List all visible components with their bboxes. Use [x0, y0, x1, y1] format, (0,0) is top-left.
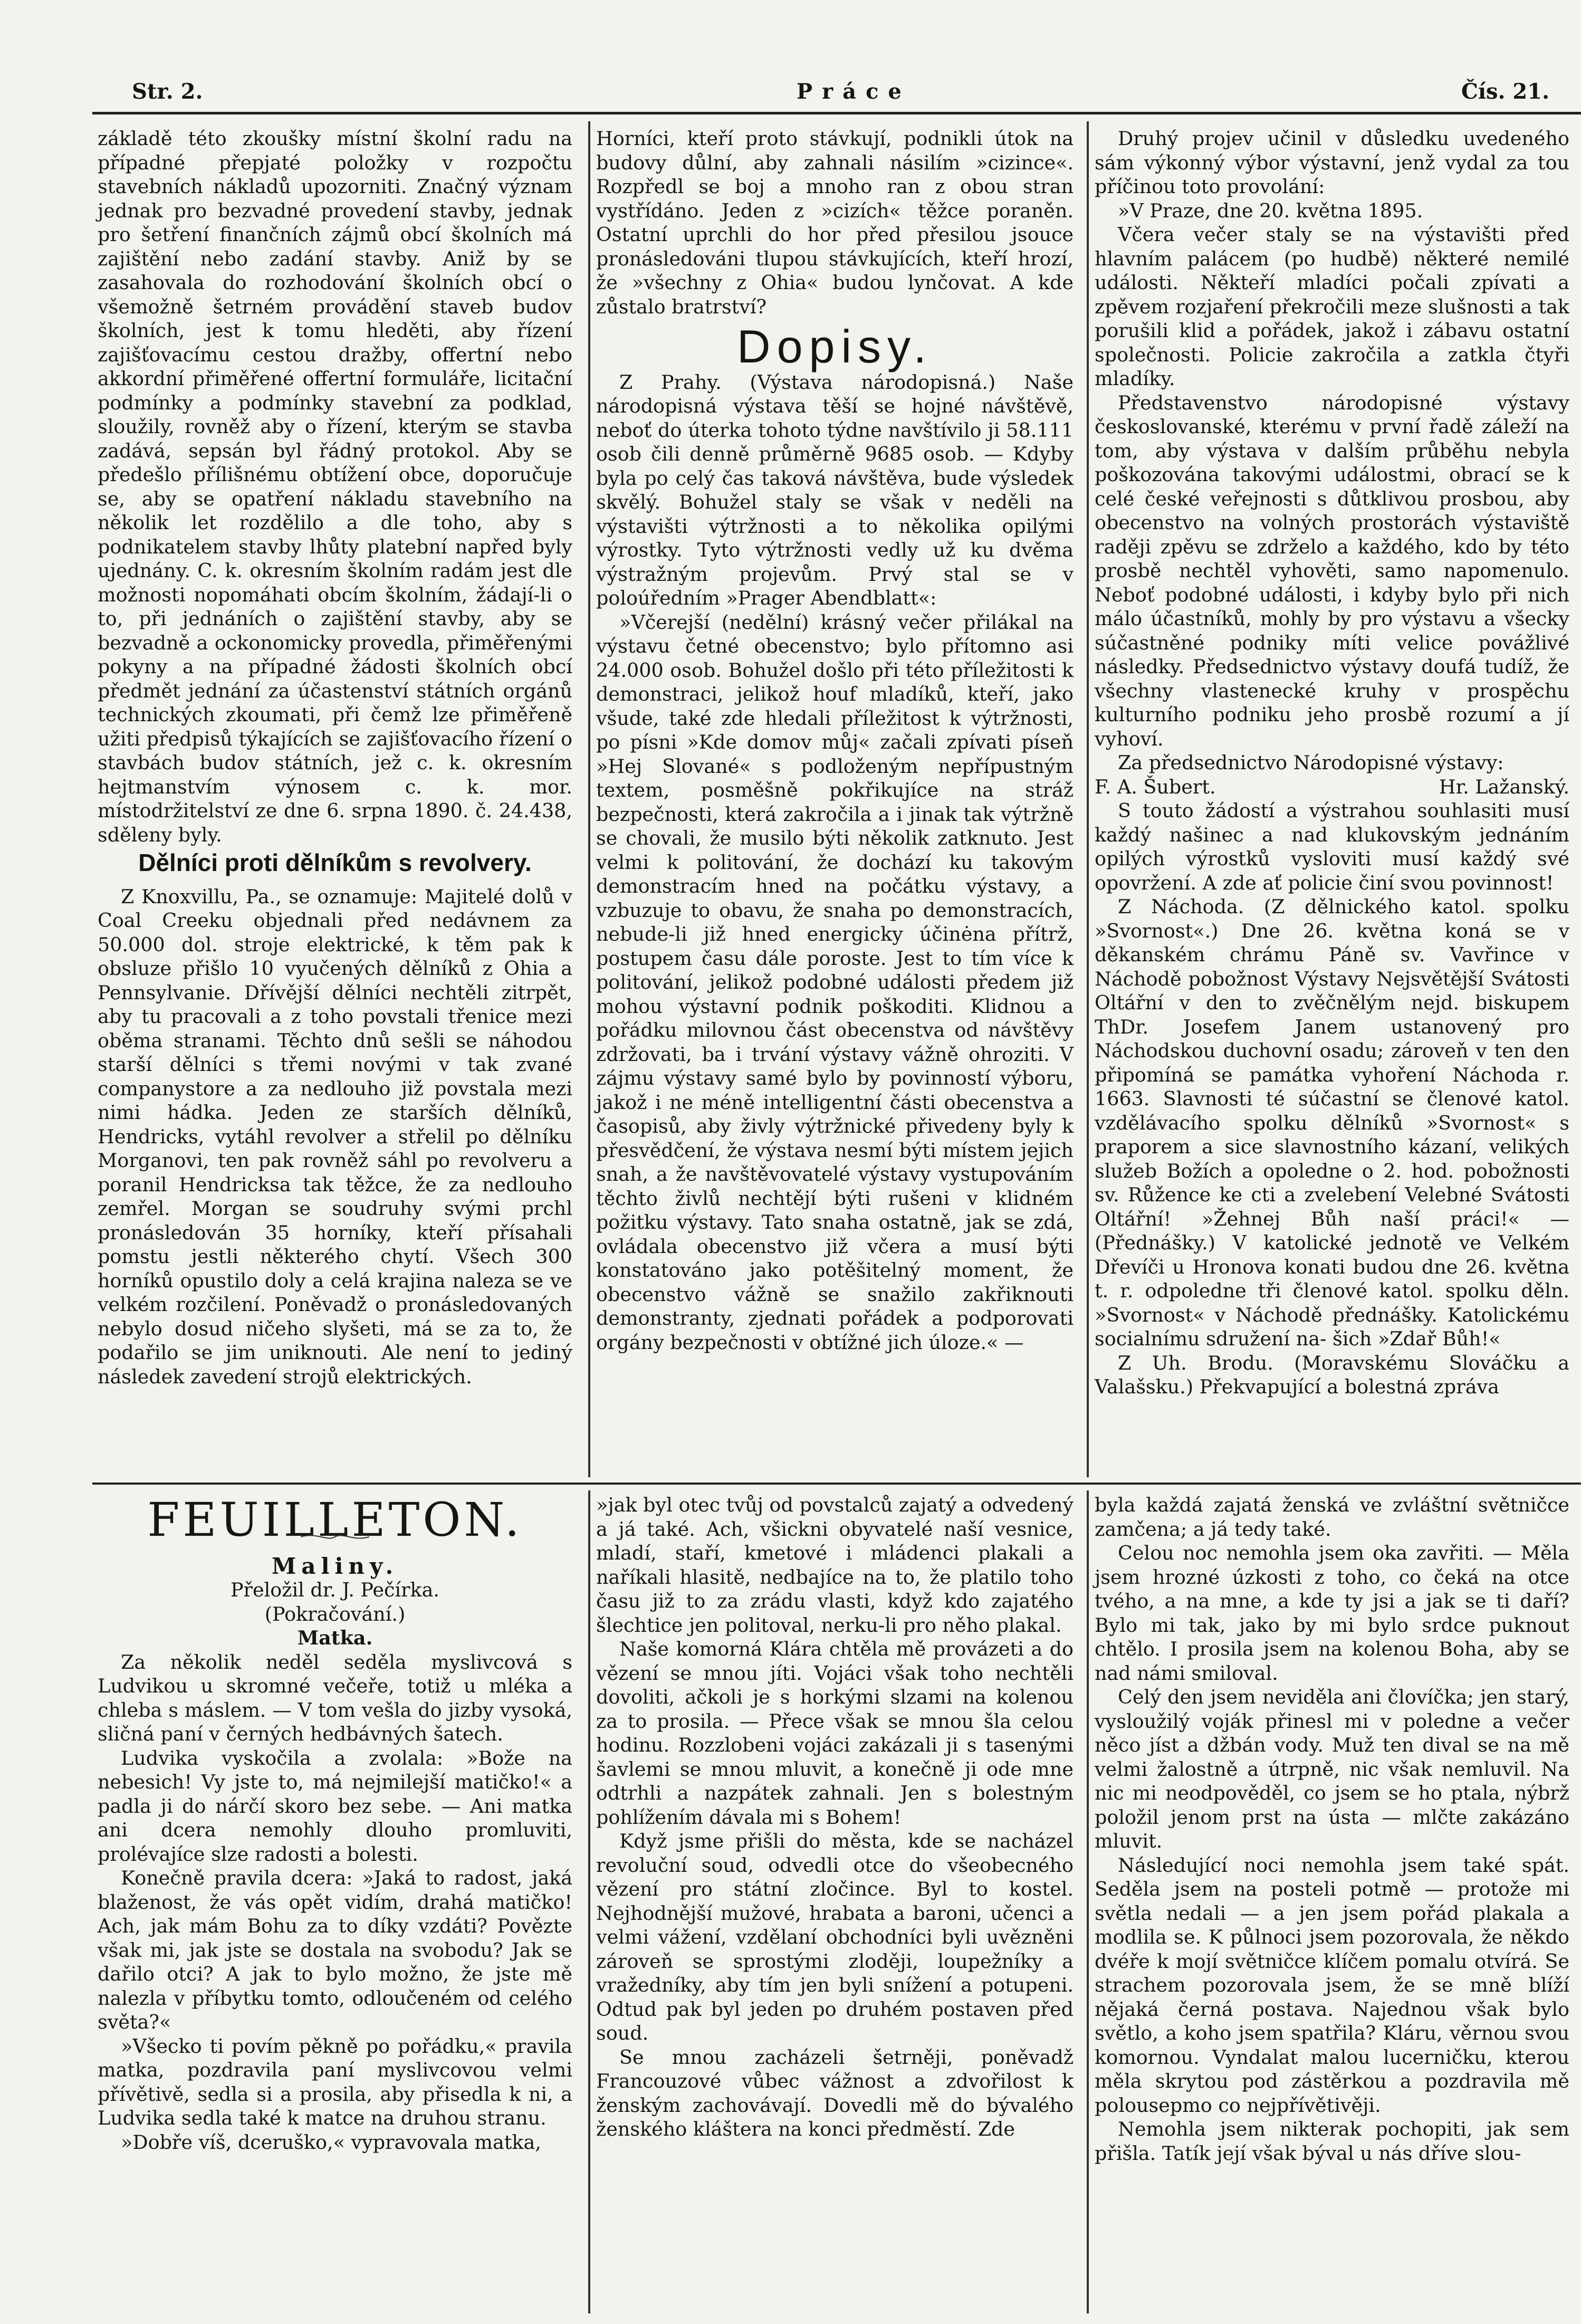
signatures [1095, 775, 1569, 799]
miners-text: Horníci, kteří proto stávkují, podnikli útok na budovy důlní, aby zahnali násilím »cizince«. Rozpředl se boj a mnoho ran z obou stran vystřídáno. Jeden z »cizích« těžce poraněn. Ostatní uprchli do hor před přesilou jsouce pronásledováni tlupou stávkujících, kteří hrozí, že »všechny z Ohia« budou lynčovat. A kde zůstalo bratrství? [596, 127, 1074, 318]
board-appeal-text: Představenstvo národopisné výstavy českoslovanské, kterému v první řadě záleží na tom, aby výstava v dalším průběhu nebyla poškozována takovými událostmi, obrací se k celé české veřejnosti s důtklivou prosbou, aby obecenstvo na volných prostorách výstaviště raději zpěvu se zdrželo a každého, kdo by této prosbě nechtěl vyhověti, samo napomenulo. Neboť podobné události, i kdyby bylo při nich málo účastníků, mohly by pro výstavu a všecky súčastněné podniky míti velice povážlivé následky. Předsednictvo výstavy doufá tudíž, že všechny vlastenecké kruhy v prospěchu kulturního podniku jeho prosbě rozumí a jí vyhoví. [1095, 391, 1569, 750]
translator-credit: Přeložil dr. J. Pečírka. [230, 1579, 439, 1601]
feuilleton-heading: FEUILLETON. [147, 1493, 523, 1547]
knoxville-text: Z Knoxvillu, Pa., se oznamuje: Majitelé dolů v Coal Creeku objednali před nedávnem za 50.000 dol. stroje elektrické, k těm pak k obsluze přišlo 10 vyučených dělníků z Ohia a Pennsylvanie. Dřívější dělníci nechtěli zitrpět, aby tu pracovali a z toho povstali třenice mezi oběma stranami. Těchto dnů sešli se náhodou starší dělníci s třemi novými v tak zvané companystore a za nedlouho již povstala mezi nimi hádka. Jeden ze starších dělníků, Hendricks, vytáhl revolver a střelil po dělníku Morganovi, ten pak rovněž sáhl po revolveru a poranil Hendricksa tak těžce, že za nedlouho zemřel. Morgan se soudruhy svými prchl pronásledován 35 horníky, kteří přísahali pomstu jestli některého chytí. Všech 300 horníků opustilo doly a celá krajina naleza se ve velkém rozčilení. Poněvadž o pronásledovaných nebylo dosud ničeho slyšeti, má se za to, že podařilo se jim uniknouti. Ale není to jediný následek zavedení strojů elektrických. [98, 885, 572, 1388]
signature-subert: F. A. Šubert. [1095, 775, 1216, 798]
signature-intro: Za předsednictvo Národopisné výstavy: [1118, 751, 1504, 774]
column-rule-1 [588, 121, 590, 1477]
story-title: Maliny. [271, 1553, 399, 1579]
feuilleton-column-1 [98, 1493, 572, 2154]
feuilleton-rule [92, 1483, 1581, 1485]
story-para-10: byla každá zajatá ženská ve zvláštní světničce zamčena; a já tedy také. [1095, 1494, 1569, 1541]
chapter-title: Matka. [297, 1627, 373, 1649]
school-building-text: základě této zkoušky místní školní radu na případné přepjaté položky v rozpočtu stavebních nákladů upozorniti. Značný význam jednak pro bezvadné provedení stavby, jednak pro šetření finančních zájmů obcí školních má zajištění nebo zadání stavby. Aniž by se zasahovala do rozhodování školních obcí o všemožně šetrném provádění staveb budov školních, jest k tomu hleděti, aby řízení zajišťovacímu cestou dražby, offertní nebo akkordní přiměřené offertní formuláře, licitační podmínky a podmínky stavební za podklad, sloužily, rovněž aby o řízení, kterým se stavba zadává, sepsán byl řádný protokol. Aby se předešlo přílišnému obtížení obce, doporučuje se, aby se opatření nákladu stavebního na několik let rozdělilo a dle toho, aby s podnikatelem stavby lhůty platební napřed byly ujednány. C. k. okresním školním radám jest dle možnosti nopomáhati obcím školním, žádají-li o to, při jednáních o zajištění stavby, aby se bezvadně a ockonomicky provedla, přiměřenými pokyny a na případné žádosti školních obcí předmět jednání za účastenství státních orgánů technických zkoumati, při čemž lze přiměřeně užiti předpisů týkajících se zajišťovacího řízení o stavbách budov státních, jež c. k. okresním hejtmanstvím výnosem c. k. mor. místodržitelství ze dne 6. srpna 1890. č. 24.438, sděleny byly. [98, 127, 572, 846]
story-para-14: Nemohla jsem nikterak pochopiti, jak sem přišla. Tatík její však býval u nás dříve slou- [1095, 2118, 1569, 2165]
uh-brod-letter-text: Z Uh. Brodu. (Moravskému Slováčku a Valašsku.) Překvapující a bolestná zpráva [1095, 1351, 1569, 1398]
nachod-letter-text: Z Náchoda. (Z dělnického katol. spolku »Svornost«.) Dne 26. května koná se v děkanském chrámu Páně sv. Vavřince v Náchodě pobožnost Výstavy Nejsvětější Svátosti Oltářní v den to zvěčnělým nejd. biskupem ThDr. Josefem Janem ustanovený pro Náchodskou duchovní osadu; zároveň v ten den připomíná se památka vyhoření Náchoda r. 1663. Slavnosti té súčastní se členové katol. vzdělávacího spolku dělníků »Svornost« s praporem a sice slavnostního kázaní, velikých služeb Božích a opoledne o 2. hod. pobožnosti sv. Růžence ke cti a zvelebení Velebné Svátosti Oltářní! »Žehnej Bůh naší práci!« — (Přednášky.) V katolické jednotě ve Velkém Dřevíči u Hronova konati budou dne 26. května t. r. odpoledne tři členové katol. spolku děln. »Svornost« v Náchodě přednášky. Katolickému socialnímu sdružení na- šich »Zdař Bůh!« [1095, 895, 1569, 1350]
story-para-9: Se mnou zacházeli šetrněji, poněvadž Francouzové vůbec vážnost a zdvořilost k ženským zachovávají. Dovedli mě do bývalého ženského kláštera na konci předměstí. Zde [596, 2045, 1074, 2140]
dateline: »V Praze, dne 20. května 1895. [1118, 199, 1423, 222]
story-para-11: Celou noc nemohla jsem oka zavřiti. — Měla jsem hrozné úzkosti z toho, co čeká na otce tvého, a na mne, a kde ty jsi a jak se ti daří? Bylo mi tak, jako by mi bylo srdce puknout chtělo. I prosila jsem na kolenou Boha, aby se nad námi smiloval. [1095, 1542, 1569, 1685]
page-header [95, 79, 1581, 111]
story-para-3: Konečně pravila dcera: »Jaká to radost, jaká blaženost, že vás opět vidím, drahá matičko! Ach, jak mám Bohu za to díky vzdáti? Povězte však mi, jak jste se dostala na svobodu? Jak se dařilo otci? A jak to bylo možno, že jste mě nalezla v příbytku tomto, odloučeném od celého světa?« [98, 1867, 572, 2033]
story-para-1: Za několik neděl seděla myslivcová s Ludvikou u skromné večeře, totiž u mléka a chleba s máslem. — V tom vešla do jizby vysoká, sličná paní v černých hedbávných šatech. [98, 1650, 572, 1745]
column-rule-2 [1087, 121, 1089, 1477]
column-rule-3 [588, 1490, 590, 2313]
section-heading-dopisy: Dopisy. [737, 320, 933, 372]
second-statement-text: Druhý projev učinil v důsledku uvedeného sám výkonný výbor výstavní, jenž vydal za tou příčinou toto provolání: [1095, 127, 1569, 198]
continued-note: (Pokračování.) [264, 1602, 406, 1625]
story-para-7: Naše komorná Klára chtěla mě provázeti a do vězení se mnou jíti. Vojáci však toho nechtěli dovoliti, ačkoli je s horkými slzami na kolenou za to prosila. — Přece však se mnou šla celou hodinu. Rozzlobeni vojáci zakázali ji s tasenými šavlemi se mnou mluvit, a konečně ji ode mne odtrhli a nazpátek zahnali. Jen s bolestným pohlížením dávala mi s Bohem! [596, 1638, 1074, 1829]
abendblatt-quote: »Včerejší (nedělní) krásný večer přilákal na výstavu četné obecenstvo; bylo přítomno asi 24.000 osob. Bohužel došlo při této příležitosti k demonstraci, jelikož houf mladíků, kteří, jako všude, také zde hledali příležitost k výtržnosti, po písni »Kde domov můj« začali zpívati píseň »Hej Slované« s podloženým nepřípustným textem, posměšně pokřikujíce na stráž bezpečnosti, která zakročila a i jinak tak výtržně se chovali, že musilo býti několik zatknuto. Jest velmi k politování, že dochází ku takovým demonstracím hned na počátku výstavy, a vzbuzuje to obavu, že snaha po demonstracích, nebude-li již hned energicky účinėna přítrž, postupem času dále poroste. Jest to tím více k politování, jelikož podobné události předem již mohou výstavní podnik poškoditi. Klidnou a pořádku milovnou část obecenstva od návštěvy zdržovati, ba i trvání výstavy vážně ohroziti. V zájmu výstavy samé bylo by povinností výboru, jakož i ne méně intelligentní části obecenstva a časopisů, aby živly výtržnické přivedeny byly k přesvědčení, že výstava nesmí býti místem jejich snah, a že navštěvovatelé výstavy vystupováním těchto živlů nechtějí býti rušeni v klidném požitku výstavy. Tato snaha ostatně, jak se zdá, ovládala obecenstvo již včera a musí býti konstatováno jako potěšitelný moment, že obecenstvo vážně se snažilo zakřiknouti demonstranty, zjednati pořádek a podporovati orgány bezpečnosti v obtížné jich úloze.« — [596, 610, 1074, 1354]
prague-letter-text: Z Prahy. (Výstava národopisná.) Naše národopisná výstava těší se hojné návštěvě, neboť do úterka tohoto týdne navštívilo ji 58.111 osob čili denně průměrně 9685 osob. — Kdyby byla po celý čas taková návštěva, bude výsledek skvělý. Bohužel staly se však v neděli na výstavišti výtržnosti a to několika opilými výrostky. Tyto výtržnosti vedly už ku dvěma výstražným projevům. Prvý stal se v poloúředním »Prager Abendblatt«: [596, 370, 1074, 609]
story-para-6: »jak byl otec tvůj od povstalců zajatý a odvedený a já také. Ach, všickni obyvatelé naší vesnice, mladí, staří, kmetové i mládenci plakali a naříkali hlasitě, nedbajíce na to, že platilo toho času již to za zrádu vlasti, když kdo zajatého šlechtice jen politoval, nerku-li pro něho plakal. [596, 1494, 1074, 1637]
incident-text: Včera večer staly se na výstavišti před hlavním palácem (po hudbě) některé nemilé události. Někteří mladíci počali zpívati a zpěvem rozjaření překročili meze slušnosti a tak porušili klid a pořádek, jakož i zábavu ostatní společnosti. Policie zakročila a zatkla čtyři mladíky. [1095, 223, 1569, 390]
column-rule-4 [1087, 1490, 1089, 2313]
story-para-8: Když jsme přišli do města, kde se nacházel revoluční soud, odvedli otce do všeobecného vězení pro státní zločince. Byl to kostel. Nejhodnější mužové, hrabata a baroni, učenci a velmi vážení, vzdělaní obchodníci byli uvězněni zároveň se sprostými zloději, loupežníky a vražedníky, aby tím jen byli snížení a potupeni. Odtud pak byl jeden po druhém postaven před soud. [596, 1830, 1074, 2044]
newspaper-title: Práce [797, 79, 911, 104]
issue-number: Čís. 21. [1461, 79, 1549, 104]
feuilleton-column-2 [596, 1493, 1074, 2141]
comment-text: S touto žádostí a výstrahou souhlasiti musí každý našinec a nad klukovským jednáním opilých výrostků vysloviti musí každý své opovržení. A zde ať policie činí svou povinnost! [1095, 799, 1569, 894]
story-para-13: Následující noci nemohla jsem také spát. Seděla jsem na posteli potmě — protože mi světla nedali — a jen jsem pořád plakala a modlila se. K půlnoci jsem pozorovala, že někdo dvéře k mojí světničce klíčem pomalu otvírá. Se strachem pozorovala jsem, že se mně blíží nějaká černá postava. Najednou však bylo světlo, a koho jsem spatřila? Kláru, věrnou svou komornou. Vyndalat malou lucerničku, kterou měla skrytou pod zástěrkou a pozdravila mě polousepmo co nejpřívětivěji. [1095, 1853, 1569, 2117]
feuilleton-column-3 [1095, 1493, 1569, 2165]
article-column-1 [98, 127, 572, 1389]
story-para-4: »Všecko ti povím pěkně po pořádku,« pravila matka, pozdravila paní myslivcovou velmi přívětivě, sedla si a prosila, aby přisedla k ni, a Ludvika sedla také k matce na druhou stranu. [98, 2034, 572, 2129]
article-heading-workers: Dělníci proti dělníkům s revolvery. [138, 849, 532, 876]
article-column-3 [1095, 127, 1569, 1399]
signature-lazansky: Hr. Lažanský. [1439, 775, 1569, 798]
story-para-2: Ludvika vyskočila a zvolala: »Bože na nebesich! Vy jste to, má nejmilejší matičko!« a padla ji do nárčí skoro bez sebe. — Ani matka ani dcera nemohly dlouho promluviti, prolévajíce slze radosti a bolesti. [98, 1746, 572, 1866]
story-para-12: Celý den jsem neviděla ani človíčka; jen starý, vysloužilý voják přinesl mi v poledne a večer něco jíst a džbán vody. Muž ten dival se na mě velmi žalostně a útrpně, nic však nemluvil. Na nic mi neodpověděl, co jsem se ho ptala, nýbrž položil jenom prst na ústa — mlčte zakázáno mluvit. [1095, 1686, 1569, 1852]
story-para-5: »Dobře víš, dceruško,« vypravovala matka, [121, 2130, 541, 2154]
article-column-2 [596, 127, 1074, 1354]
header-rule [92, 112, 1581, 114]
page-number: Str. 2. [132, 79, 203, 104]
